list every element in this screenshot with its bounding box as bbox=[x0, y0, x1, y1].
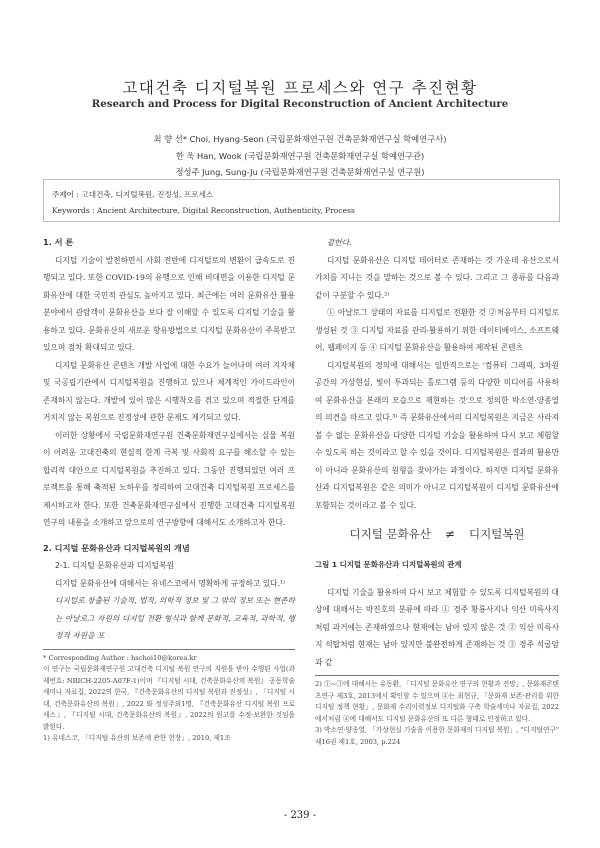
left-column bbox=[43, 234, 295, 745]
section-heading-concepts: 2. 디지털 문화유산과 디지털복원의 개념 bbox=[43, 542, 190, 553]
paragraph: 디지털 기술이 발전하면서 사회 전반에 디지털로의 변환이 급속도로 진행되고 있다. 또한 COVID-19의 유행으로 인해 비대면을 이용한 디지털 문화유산에 대한 국민적 관심도 높아지고 있다. 최근에는 여러 문화유산 활용분야에서 관람객이 문화유산을 보다 잘 이해할 수 있도록 디지털 기술을 활용하고 있다. 문화유산의 새로운 향유방법으로 디지털 문화유산이 주목받고 있으며 점차 확대되고 있다. bbox=[43, 255, 295, 352]
paragraph: 디지털 기술을 활용하여 다시 보고 체험할 수 있도록 디지털복원의 대상에 대해서는 박진호의 분류에 따라 ① 경주 황룡사지나 익산 미륵사지처럼 과거에는 존재하였으나 현재에는 남아 있지 않은 것 ② 익산 미륵사지 석탑처럼 현재는 남아 있지만 불완전하게 존재하는 것 ③ 경주 석굴암과 같 bbox=[315, 587, 559, 667]
footnote-2: 2) ①~③에 대해서는 유동환, 「디지털 문화유산 연구의 현황과 전망」, 문화재콘텐츠연구 제3호, 2013에서 확인할 수 있으며 ④는 최현규, 「문화재 보존·관리를 위한 디지털 정책 현황」, 문화재 수리이력정보 디지털화 구축 학술세미나 자료집, 2022에서처럼 ④에 대해서도 디지털 문화유산의 또 다른 형태로 인정하고 있다. bbox=[315, 680, 559, 723]
funding-footnote: 이 연구는 국립문화재연구원 고대건축 디지털 복원 연구의 지원을 받아 수행된 사업(과제번호: NRICH-2205-A07F-1)이며 『디지털 시대, 건축문화유산의 복원』 공동학술세미나 자료집, 2022의 한국, 『건축문화유산의 디지털 복원과 진정성』, 「디지털 시대, 건축문화유산의 복원」, 2022 와 정성주외1명, 『건축문화유산 디지털 복원 프로세스』, 『디지털 시대, 건축문화유산의 복원』, 2022의 원고를 수정·보완한 것임을 밝힌다. bbox=[43, 665, 295, 731]
figure-label-digital-reconstruction: 디지털복원 bbox=[468, 527, 525, 542]
figure-caption: 그림 1 디지털 문화유산과 디지털복원의 관계 bbox=[315, 560, 462, 569]
keywords-english: Keywords : Ancient Architecture, Digital Reconstruction, Authenticity, Process bbox=[52, 205, 355, 215]
footnote-divider bbox=[43, 649, 295, 650]
footnote-3: 3) 박소연·양종열, 「가상현실 기술을 이용한 문화재의 디지털 복원」, "디지털연구" 제16권 제1호, 2003, p.224 bbox=[315, 726, 559, 746]
section-heading-introduction: 1. 서 론 bbox=[43, 237, 74, 247]
unesco-definition-quote: 디지털로 창출된 기술적, 법적, 의학적 정보 및 그 밖의 정보 또는 현존하는 아날로그 자원의 디지털 전환 형식과 함께 문화적, 교육적, 과학적, 행정적 자원을 포 bbox=[55, 596, 295, 640]
right-column bbox=[315, 234, 559, 748]
paper-title-english: Research and Process for Digital Reconstruction of Ancient Architecture bbox=[91, 98, 509, 110]
paragraph: 디지털복원의 경의에 대해서는 일반적으로는 '컴퓨터 그래픽, 3차원 공간의 가상현실, 빛이 투과되는 홀로그램 등의 다양한 미디어를 사용하여 문화유산을 본래의 모습으로 재현하는 것'으로 정의한 박소연·양종열의 의견을 따르고 있다.³⁾ 즉 문화유산에서의 디지털복원은 지금은 사라져 볼 수 없는 문화유산을 다양한 디지털 기술을 활용하여 다시 보고 체험할 수 있도록 하는 것이라고 할 수 있을 것이다. 디지털복원은 결과의 활용만이 아니라 문화유산의 원형을 찾아가는 과정이다. 하지만 디지털 문화유산과 디지털복원은 같은 의미가 아니고 디지털복원이 디지털 문화유산에 포함되는 것이라고 볼 수 있다. bbox=[315, 360, 559, 510]
paragraph: 디지털 문화유산은 디지털 데이터로 존재하는 것 가운데 유산으로서 가치를 지니는 것을 말하는 것으로 볼 수 있다. 그리고 그 종류를 다음과 같이 구분할 수 있다.²⁾ bbox=[315, 255, 559, 300]
figure-1 bbox=[315, 514, 559, 556]
author-list bbox=[0, 131, 600, 181]
author-line: 최 향 선* Choi, Hyang-Seon (국립문화재연구원 건축문화재연구실 학예연구사) bbox=[153, 134, 447, 144]
paragraph: ① 아날로그 상태의 자료를 디지털로 전환한 것 ②처음부터 디지털로 생성된 것 ③ 디지털 자료를 관리·활용하기 위한 데이터베이스, 소프트웨어, 웹페이지 등 ④ 디지털 문화유산을 활용하여 제작된 콘텐츠 bbox=[315, 308, 559, 352]
paper-title-korean: 고대건축 디지털복원 프로세스와 연구 추진현황 bbox=[122, 79, 478, 97]
paragraph: 이러한 상황에서 국립문화재연구원 건축문화재연구실에서는 실물 복원이 어려운 고대건축의 현실적 한계 극복 및 사회적 요구를 해소할 수 있는 합리적 대안으로 디지털복원을 추진하고 있다. 그동안 진행되었던 여러 프로젝트를 통해 축적된 노하우를 정리하여 고대건축 디지털복원 프로세스를 제시하고자 한다. 또한 건축문화재연구실에서 진행한 고대건축 디지털복원 연구의 내용을 소개하고 앞으로의 연구방향에 대해서도 소개하고자 한다. bbox=[43, 430, 295, 527]
keywords-box bbox=[43, 179, 560, 222]
not-equal-icon: ≠ bbox=[444, 527, 455, 542]
page-number: - 239 - bbox=[283, 810, 317, 821]
footnote-1: 1) 유네스코, 「디지털 유산의 보존에 관한 헌장」, 2010, 제1조 bbox=[43, 734, 231, 742]
paragraph: 디지털 문화유산 콘텐츠 개발 사업에 대한 수요가 늘어나며 여러 지자체 및 국공립기관에서 디지털복원을 진행하고 있으나 체계적인 가이드라인이 존재하지 않는다. 개발에 있어 많은 시행착오를 겪고 있으며 적절한 단계를 거치지 않는 복원으로 진정성에 관한 문제도 제기되고 있다. bbox=[43, 360, 295, 422]
subsection-heading: 2-1. 디지털 문화유산과 디지털복원 bbox=[55, 561, 174, 570]
author-line: 한 욱 Han, Wook (국립문화재연구원 건축문화재연구실 학예연구관) bbox=[175, 150, 425, 161]
keywords-korean: 주제어 : 고대건축, 디지털복원, 진정성, 프로세스 bbox=[52, 190, 214, 199]
paragraph: 디지털 문화유산에 대해서는 유네스코에서 명확하게 규정하고 있다.¹⁾ bbox=[55, 578, 286, 588]
figure-label-digital-heritage: 디지털 문화유산 bbox=[349, 527, 431, 542]
footnote-divider bbox=[315, 675, 559, 676]
quote-continuation: 괄한다. bbox=[327, 238, 352, 247]
corresponding-author-note: * Corresponding Author : hschoi10@korea.kr bbox=[43, 653, 197, 662]
author-line: 정성주 Jung, Sung-Ju (국립문화재연구원 건축문화재연구실 연구원) bbox=[175, 167, 425, 177]
